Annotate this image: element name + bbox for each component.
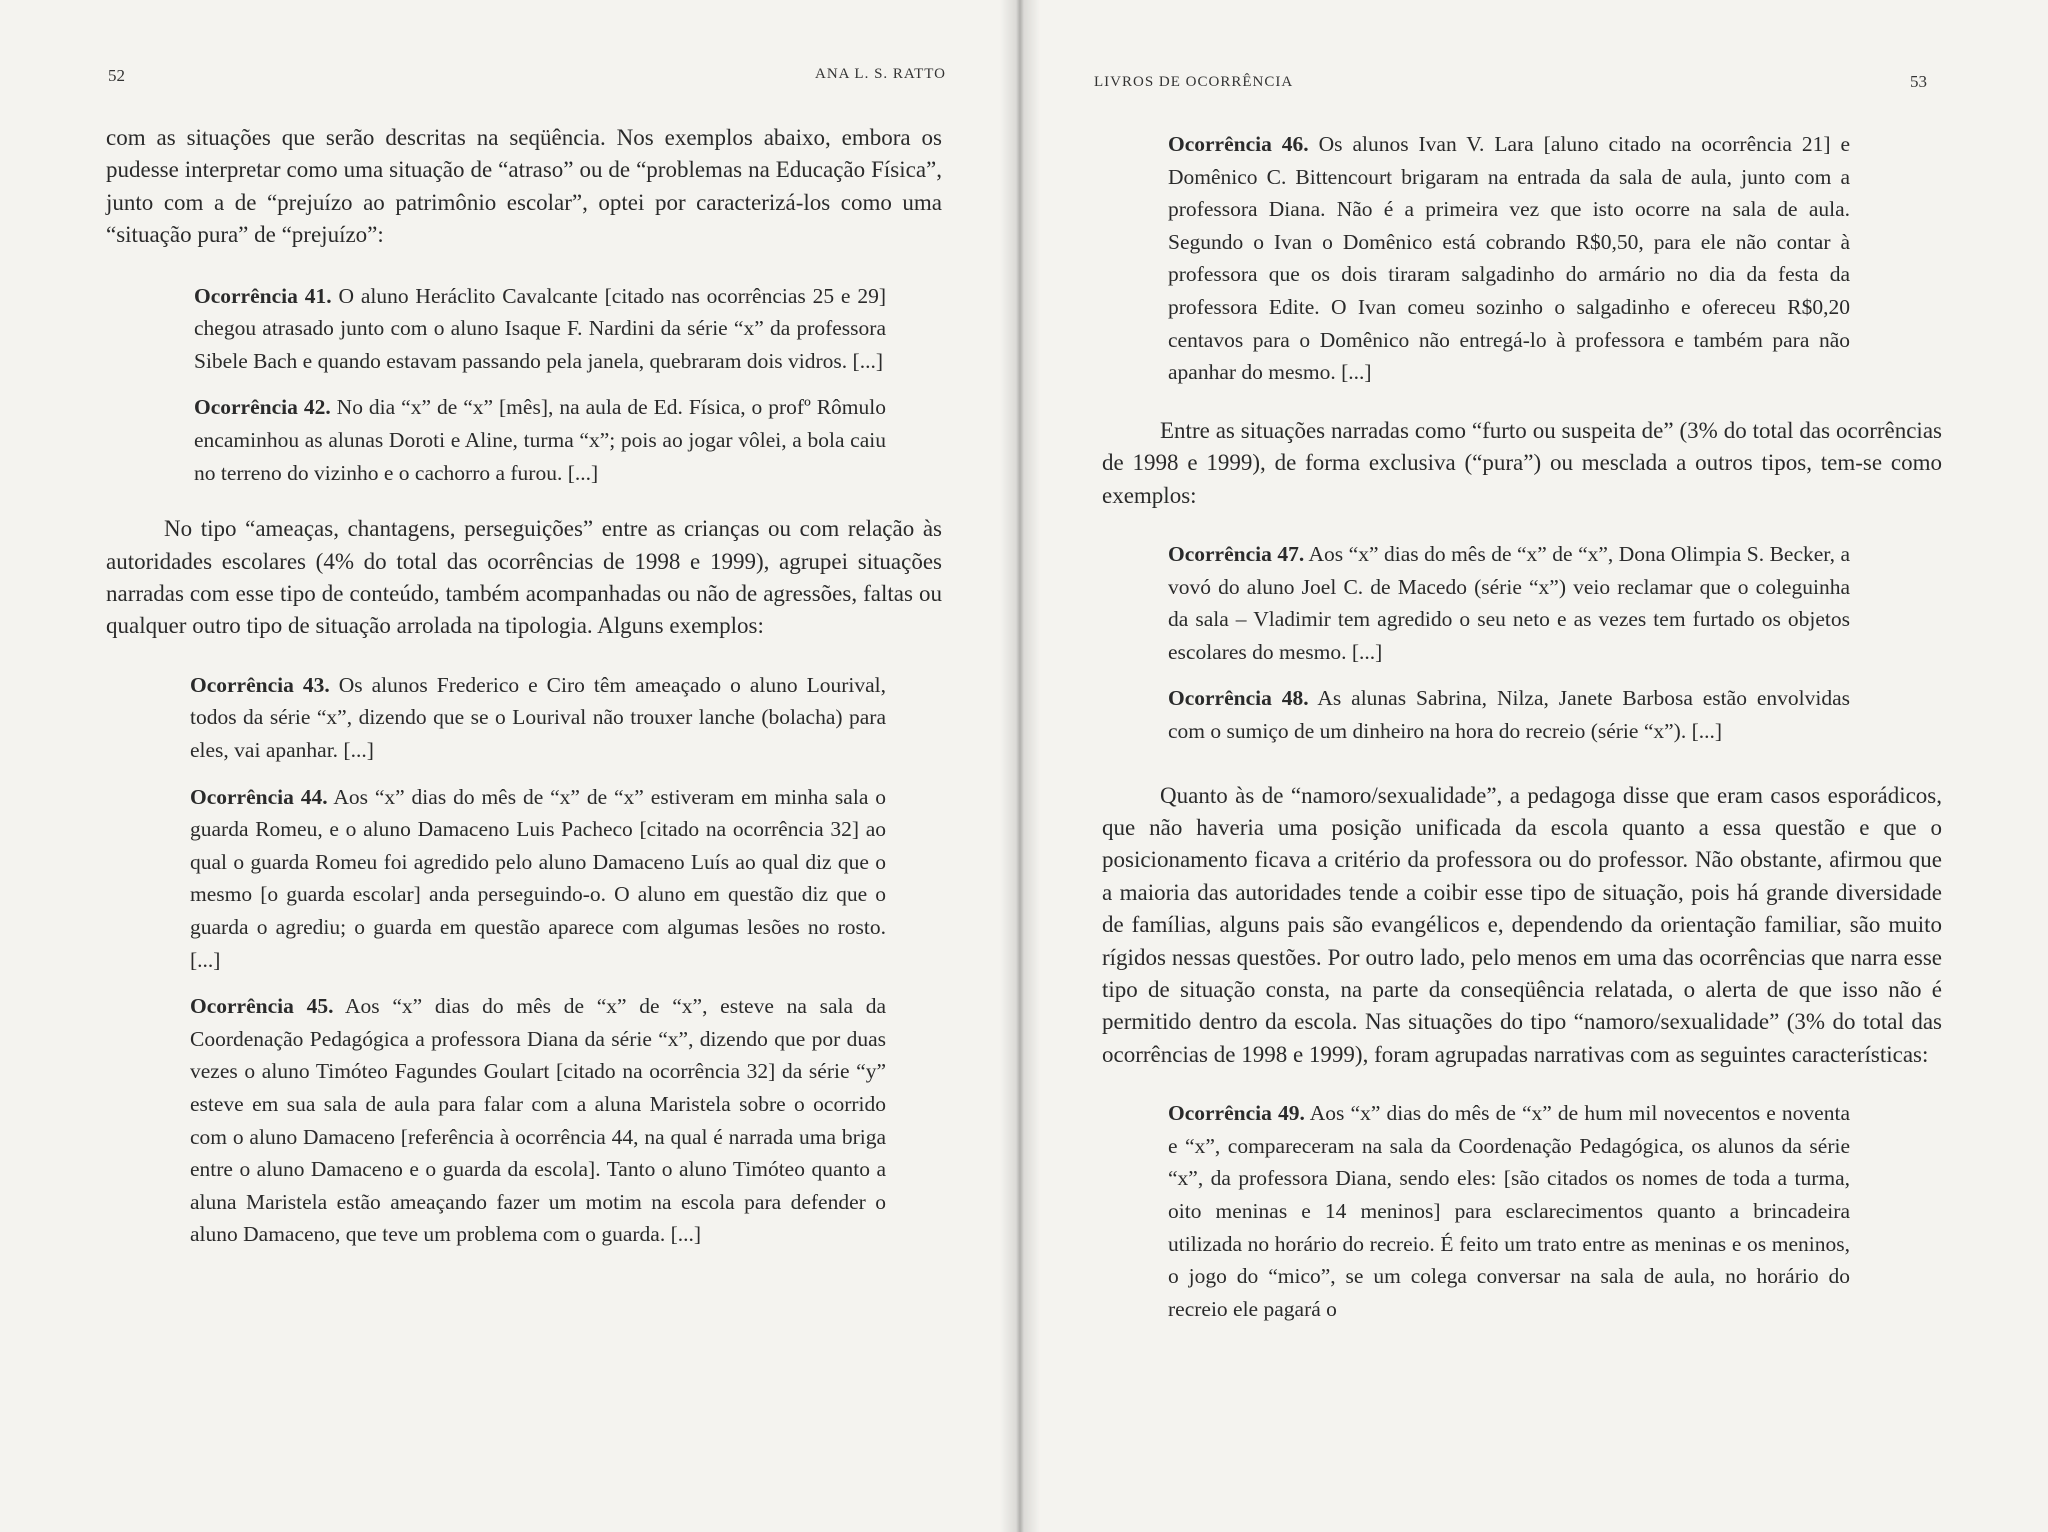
occurrence-text: As alunas Sabrina, Nilza, Janete Barbosa estão envolvidas com o sumiço de um dinheiro na hora do recreio (série “x”). [...] [1168, 686, 1850, 743]
occurrence-49 [1168, 1097, 1850, 1325]
occurrence-42 [194, 391, 886, 489]
occurrence-label: Ocorrência 42. [194, 395, 331, 420]
occurrence-44 [190, 781, 886, 977]
occurrence-text: Aos “x” dias do mês de “x” de “x” estiveram em minha sala o guarda Romeu, e o aluno Damaceno Luis Pacheco [citado na ocorrência 32] ao qual o guarda Romeu foi agredido pelo aluno Damaceno Luís ao qual diz que o mesmo [o guarda escolar] anda perseguindo-o. O aluno em questão diz que o guarda o agrediu; o guarda em questão aparece com algumas lesões no rosto. [...] [190, 784, 886, 972]
occurrence-text: No dia “x” de “x” [mês], na aula de Ed. Física, o profº Rômulo encaminhou as alunas Doroti e Aline, turma “x”; pois ao jogar vôlei, a bola caiu no terreno do vizinho e o cachorro a furou. [...] [194, 395, 886, 485]
occurrence-label: Ocorrência 43. [190, 672, 330, 697]
paragraph: com as situações que serão descritas na seqüência. Nos exemplos abaixo, embora os pudesse interpretar como uma situação de “atraso” ou de “problemas na Educação Física”, junto com a de “prejuízo ao patrimônio escolar”, optei por caracterizá-los como uma “situação pura” de “prejuízo”: [106, 125, 942, 248]
paragraph: Entre as situações narradas como “furto ou suspeita de” (3% do total das ocorrências de 1998 e 1999), de forma exclusiva (“pura”) ou mesclada a outros tipos, tem-se como exemplos: [1102, 417, 1942, 508]
right-page-body [1102, 128, 1942, 1325]
occurrence-47 [1168, 538, 1850, 668]
left-page-body [106, 122, 942, 1251]
left-page [0, 0, 1012, 1532]
occurrence-label: Ocorrência 46. [1168, 132, 1309, 156]
occurrence-text: Os alunos Frederico e Ciro têm ameaçado o aluno Lourival, todos da série “x”, dizendo que se o Lourival não trouxer lanche (bolacha) para eles, vai apanhar. [...] [190, 672, 886, 762]
occurrence-text: Aos “x” dias do mês de “x” de “x”, esteve na sala da Coordenação Pedagógica a professora Diana da série “x”, dizendo que por duas vezes o aluno Timóteo Fagundes Goulart [citado na ocorrência 32] da série “y” esteve em sua sala de aula para falar com a aluna Maristela sobre o ocorrido com o aluno Damaceno [referência à ocorrência 44, na qual é narrada uma briga entre o aluno Damaceno e o guarda da escola]. Tanto o aluno Timóteo quanto a aluna Maristela estão ameaçando fazer um motim na escola para defender o aluno Damaceno, que teve um problema com o guarda. [...] [190, 994, 886, 1247]
occurrence-41 [194, 280, 886, 378]
occurrence-label: Ocorrência 48. [1168, 686, 1309, 711]
occurrence-48 [1168, 682, 1850, 747]
occurrence-46 [1168, 128, 1850, 389]
occurrence-text: Os alunos Ivan V. Lara [aluno citado na ocorrência 21] e Domênico C. Bittencourt brigaram na entrada da sala de aula, junto com a professora Diana. Não é a primeira vez que isto ocorre na sala de aula. Segundo o Ivan o Domênico está cobrando R$0,50, para ele não contar à professora que os dois tiraram salgadinho do armário no dia da festa da professora Edite. O Ivan comeu sozinho o salgadinho e ofereceu R$0,20 centavos para o Domênico não entregá-lo à professora e também para não apanhar do mesmo. [...] [1168, 132, 1851, 385]
paragraph: Quanto às de “namoro/sexualidade”, a pedagoga disse que eram casos esporádicos, que não haveria uma posição unificada da escola quanto a essa questão e que o posicionamento ficava a critério da professora ou do professor. Não obstante, afirmou que a maioria das autoridades tende a coibir esse tipo de situação, pois há grande diversidade de famílias, alguns pais são evangélicos e, dependendo da orientação familiar, são muito rígidos nessas questões. Por outro lado, pelo menos em uma das ocorrências que narra esse tipo de situação consta, na parte da conseqüência relatada, o alerta de que isso não é permitido dentro da escola. Nas situações do tipo “namoro/sexualidade” (3% do total das ocorrências de 1998 e 1999), foram agrupadas narrativas com as seguintes características: [1102, 782, 1942, 1067]
occurrence-text: Aos “x” dias do mês de “x” de hum mil novecentos e noventa e “x”, compareceram na sala da Coordenação Pedagógica, os alunos da série “x”, da professora Diana, sendo eles: [são citados os nomes de toda a turma, oito meninas e 14 meninos] para esclarecimentos quanto a brincadeira utilizada no horário do recreio. É feito um trato entre as meninas e os meninos, o jogo do “mico”, se um colega conversar na sala de aula, no horário do recreio ele pagará o [1168, 1101, 1850, 1321]
occurrence-text: O aluno Heráclito Cavalcante [citado nas ocorrências 25 e 29] chegou atrasado junto com o aluno Isaque F. Nardini da série “x” da professora Sibele Bach e quando estavam passando pela janela, quebraram dois vidros. [...] [194, 283, 886, 373]
running-head: ANA L. S. RATTO [815, 66, 946, 82]
occurrence-label: Ocorrência 45. [190, 994, 334, 1019]
occurrence-45 [190, 990, 886, 1251]
occurrence-43 [190, 669, 886, 767]
right-page [1012, 0, 2048, 1532]
running-head: LIVROS DE OCORRÊNCIA [1094, 74, 1294, 90]
paragraph: No tipo “ameaças, chantagens, perseguições” entre as crianças ou com relação às autoridades escolares (4% do total das ocorrências de 1998 e 1999), agrupei situações narradas com esse tipo de conteúdo, também acompanhadas ou não de agressões, faltas ou qualquer outro tipo de situação arrolada na tipologia. Alguns exemplos: [106, 516, 942, 639]
occurrence-label: Ocorrência 44. [190, 784, 328, 809]
occurrence-label: Ocorrência 41. [194, 283, 332, 308]
occurrence-label: Ocorrência 49. [1168, 1101, 1305, 1126]
occurrence-label: Ocorrência 47. [1168, 541, 1305, 566]
page-number: 52 [108, 66, 125, 85]
book-gutter [1000, 0, 1040, 1532]
page-number: 53 [1910, 72, 1927, 91]
occurrence-text: Aos “x” dias do mês de “x” de “x”, Dona Olimpia S. Becker, a vovó do aluno Joel C. de Macedo (série “x”) veio reclamar que o coleguinha da sala – Vladimir tem agredido o seu neto e as vezes tem furtado os objetos escolares do mesmo. [...] [1168, 541, 1850, 664]
